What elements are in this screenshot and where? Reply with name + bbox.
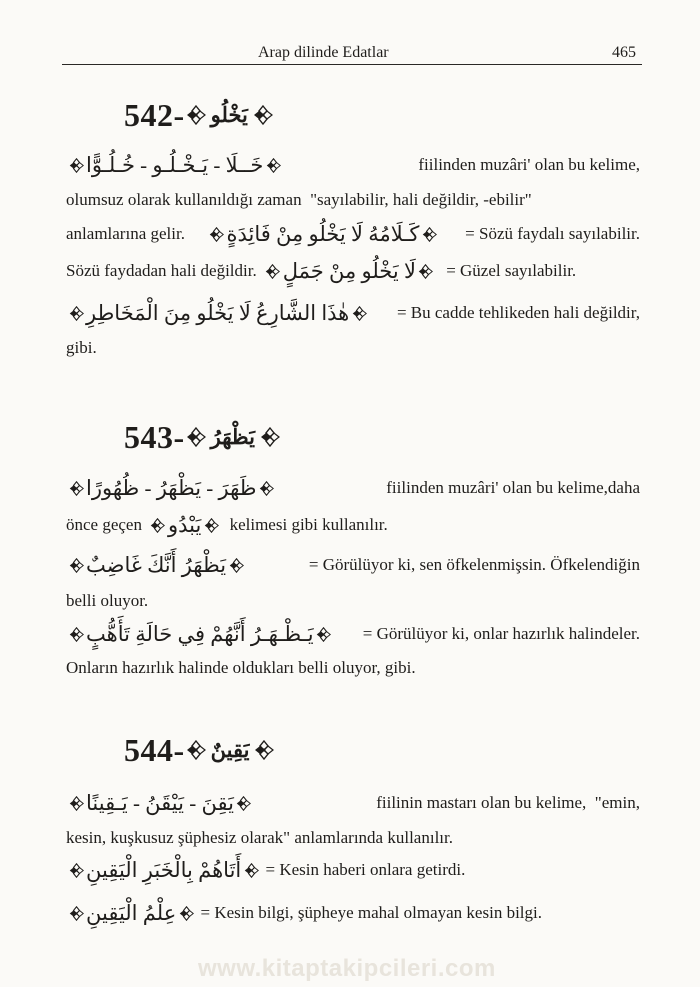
line-text: belli oluyor. xyxy=(66,591,149,610)
ornament-icon xyxy=(68,157,84,173)
text-line xyxy=(66,149,640,181)
running-header xyxy=(62,34,642,65)
text-line xyxy=(66,652,640,684)
ornament-icon xyxy=(68,795,84,811)
line-text: kesin, kuşkusuz şüphesiz olarak" anlamlarında kullanılır. xyxy=(66,828,453,847)
entry-headword: يَظْهَرُ xyxy=(210,424,255,449)
text-line xyxy=(66,255,626,287)
arabic-phrase: يَـظْـهَـرُ أَنَّهُمْ فِي حَالَةِ تَأَهُّبٍ xyxy=(86,622,314,646)
line-text: = Kesin bilgi, şüpheye mahal olmayan kesin bilgi. xyxy=(196,903,542,922)
ornament-icon xyxy=(316,626,332,642)
line-text: = Kesin haberi onlara getirdi. xyxy=(261,860,466,879)
ornament-icon xyxy=(351,305,367,321)
ornament-icon xyxy=(252,104,274,126)
entry-headword: يَقِينٌ xyxy=(210,737,250,762)
text-line xyxy=(66,618,640,650)
line-text: = Bu cadde tehlikeden hali değildir, xyxy=(392,303,640,322)
ornament-icon xyxy=(259,426,281,448)
arabic-phrase: عِلْمُ الْيَقِينِ xyxy=(86,901,177,925)
running-title: Arap dilinde Edatlar xyxy=(258,44,389,61)
arabic-phrase: يَظْهَرُ أَنَّكَ غَاضِبٌ xyxy=(86,553,227,577)
text-line xyxy=(66,472,640,504)
line-text: = Görülüyor ki, sen öfkelenmişsin. Öfkelendiğin xyxy=(304,555,640,574)
line-text: = Görülüyor ki, onlar hazırlık halindeler. xyxy=(358,624,640,643)
arabic-phrase: يَبْدُو xyxy=(167,513,202,537)
arabic-phrase: يَقِنَ - يَيْقَنُ - يَـقِينًا xyxy=(86,791,234,815)
arabic-phrase: ظَهَرَ - يَظْهَرُ - ظُهُورًا xyxy=(86,476,257,500)
line-text: fiilinin mastarı olan bu kelime, "emin, xyxy=(371,793,640,812)
ornament-icon xyxy=(185,739,207,761)
text-line xyxy=(66,897,640,929)
ornament-icon xyxy=(243,862,259,878)
ornament-icon xyxy=(421,226,437,242)
text-line xyxy=(66,297,640,329)
entry-number: 542- xyxy=(124,96,185,133)
watermark: www.kitaptakipcileri.com xyxy=(198,955,496,982)
arabic-phrase: لَا يَخْلُو مِنْ جَمَلٍ xyxy=(282,259,416,283)
ornament-icon xyxy=(253,739,275,761)
line-text: kelimesi gibi kullanılır. xyxy=(225,515,388,534)
text-line xyxy=(66,218,640,250)
ornament-icon xyxy=(228,557,244,573)
text-line xyxy=(66,854,640,886)
line-text: fiilinden muzâri' olan bu kelime,daha xyxy=(382,478,640,497)
arabic-phrase: كَـلَامُهُ لَا يَخْلُو مِنْ فَائِدَةٍ xyxy=(226,222,420,246)
ornament-icon xyxy=(418,263,434,279)
arabic-phrase: خَــلَا - يَـخْـلُـو - خُـلُـوًّا xyxy=(86,153,264,177)
entry-heading-543 xyxy=(124,412,281,462)
line-text: Onların hazırlık halinde oldukları belli oluyor, gibi. xyxy=(66,658,416,677)
ornament-icon xyxy=(265,263,281,279)
page-number: 465 xyxy=(612,44,636,61)
ornament-icon xyxy=(178,905,194,921)
ornament-icon xyxy=(208,226,224,242)
ornament-icon xyxy=(68,480,84,496)
line-text: = Güzel sayılabilir. xyxy=(441,261,577,280)
line-text: anlamlarına gelir. xyxy=(66,224,185,243)
ornament-icon xyxy=(150,517,166,533)
line-text: önce geçen xyxy=(66,515,142,534)
entry-number: 544- xyxy=(124,731,185,768)
text-line xyxy=(66,787,640,819)
entry-heading-544 xyxy=(124,725,275,775)
ornament-icon xyxy=(236,795,252,811)
arabic-phrase: أَتَاهُمْ بِالْخَبَرِ الْيَقِينِ xyxy=(86,858,242,882)
text-line xyxy=(66,585,640,617)
entry-heading-542 xyxy=(124,90,274,140)
entry-number: 543- xyxy=(124,418,185,455)
ornament-icon xyxy=(259,480,275,496)
ornament-icon xyxy=(68,905,84,921)
arabic-phrase: هٰذَا الشَّارِعُ لَا يَخْلُو مِنَ الْمَخَاطِرِ xyxy=(86,301,350,325)
ornament-icon xyxy=(68,305,84,321)
line-text: = Sözü faydalı sayılabilir. xyxy=(460,224,640,243)
ornament-icon xyxy=(265,157,281,173)
line-text: olumsuz olarak kullanıldığı zaman "sayılabilir, hali değildir, -ebilir" xyxy=(66,190,532,209)
line-text: Sözü faydadan hali değildir. xyxy=(66,261,257,280)
ornament-icon xyxy=(185,104,207,126)
ornament-icon xyxy=(203,517,219,533)
ornament-icon xyxy=(185,426,207,448)
text-line xyxy=(66,332,640,364)
line-text: gibi. xyxy=(66,338,97,357)
text-line xyxy=(66,822,640,854)
ornament-icon xyxy=(68,626,84,642)
ornament-icon xyxy=(68,557,84,573)
entry-headword: يَخْلُو xyxy=(210,102,248,127)
text-line xyxy=(66,184,640,216)
text-line xyxy=(66,509,640,541)
line-text: fiilinden muzâri' olan bu kelime, xyxy=(414,155,640,174)
text-line xyxy=(66,549,640,581)
ornament-icon xyxy=(68,862,84,878)
